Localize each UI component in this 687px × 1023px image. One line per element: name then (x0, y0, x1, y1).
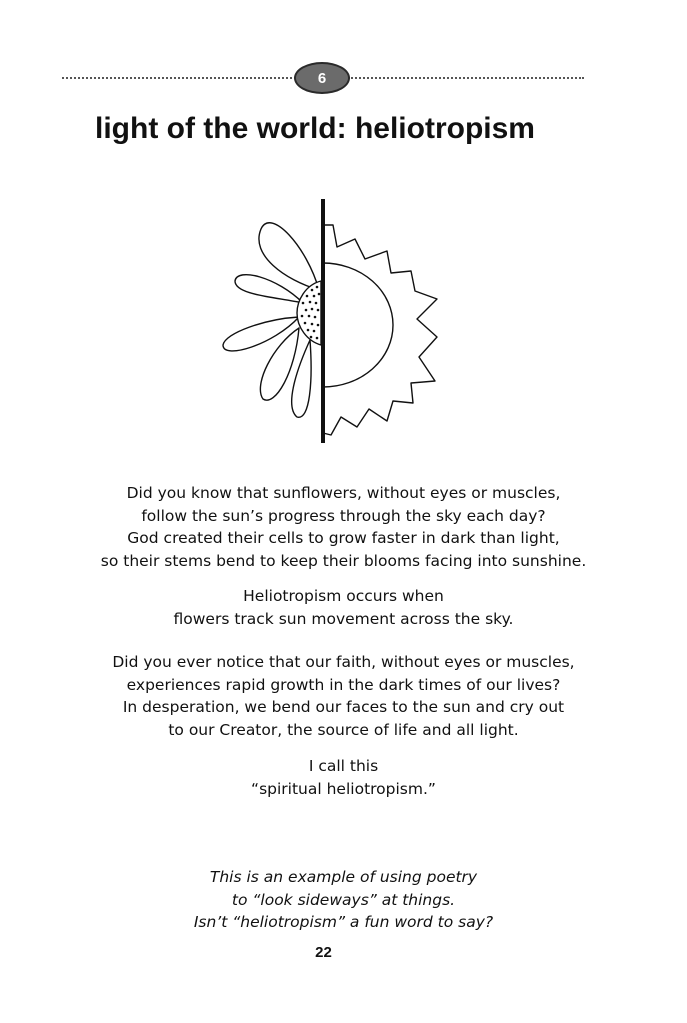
header-divider-right (348, 77, 584, 79)
text-line: so their stems bend to keep their blooms facing into sunshine. (100, 551, 587, 570)
page-title: light of the world: heliotropism (95, 112, 535, 145)
text-line: to our Creator, the source of life and all light. (168, 720, 519, 739)
paragraph-conclusion (60, 755, 627, 800)
text-line: Did you know that sunflowers, without eyes or muscles, (126, 484, 561, 502)
text-line: experiences rapid growth in the dark times of our lives? (126, 675, 561, 694)
text-line: flowers track sun movement across the sky. (173, 609, 514, 628)
text-line: Heliotropism occurs when (243, 587, 444, 605)
text-line: “spiritual heliotropism.” (251, 779, 436, 798)
text-line: Did you ever notice that our faith, without eyes or muscles, (112, 653, 575, 671)
chapter-badge (294, 62, 350, 94)
header-divider-left (62, 77, 296, 79)
half-sunflower-half-sun-icon (215, 195, 445, 445)
note-line: Isn’t “heliotropism” a fun word to say? (193, 913, 494, 931)
text-line: follow the sun’s progress through the sky each day? (141, 506, 546, 525)
paragraph-sunflowers (60, 482, 627, 572)
note-line: to “look sideways” at things. (231, 890, 456, 909)
paragraph-definition (60, 585, 627, 630)
text-line: I call this (308, 757, 379, 775)
text-line: In desperation, we bend our faces to the sun and cry out (122, 698, 565, 716)
text-line: God created their cells to grow faster in dark than light, (127, 529, 560, 547)
paragraph-faith (60, 651, 627, 741)
page-number: 22 (315, 944, 332, 961)
note-line: This is an example of using poetry (209, 868, 478, 886)
chapter-number: 6 (317, 69, 327, 87)
italic-note (60, 866, 627, 934)
